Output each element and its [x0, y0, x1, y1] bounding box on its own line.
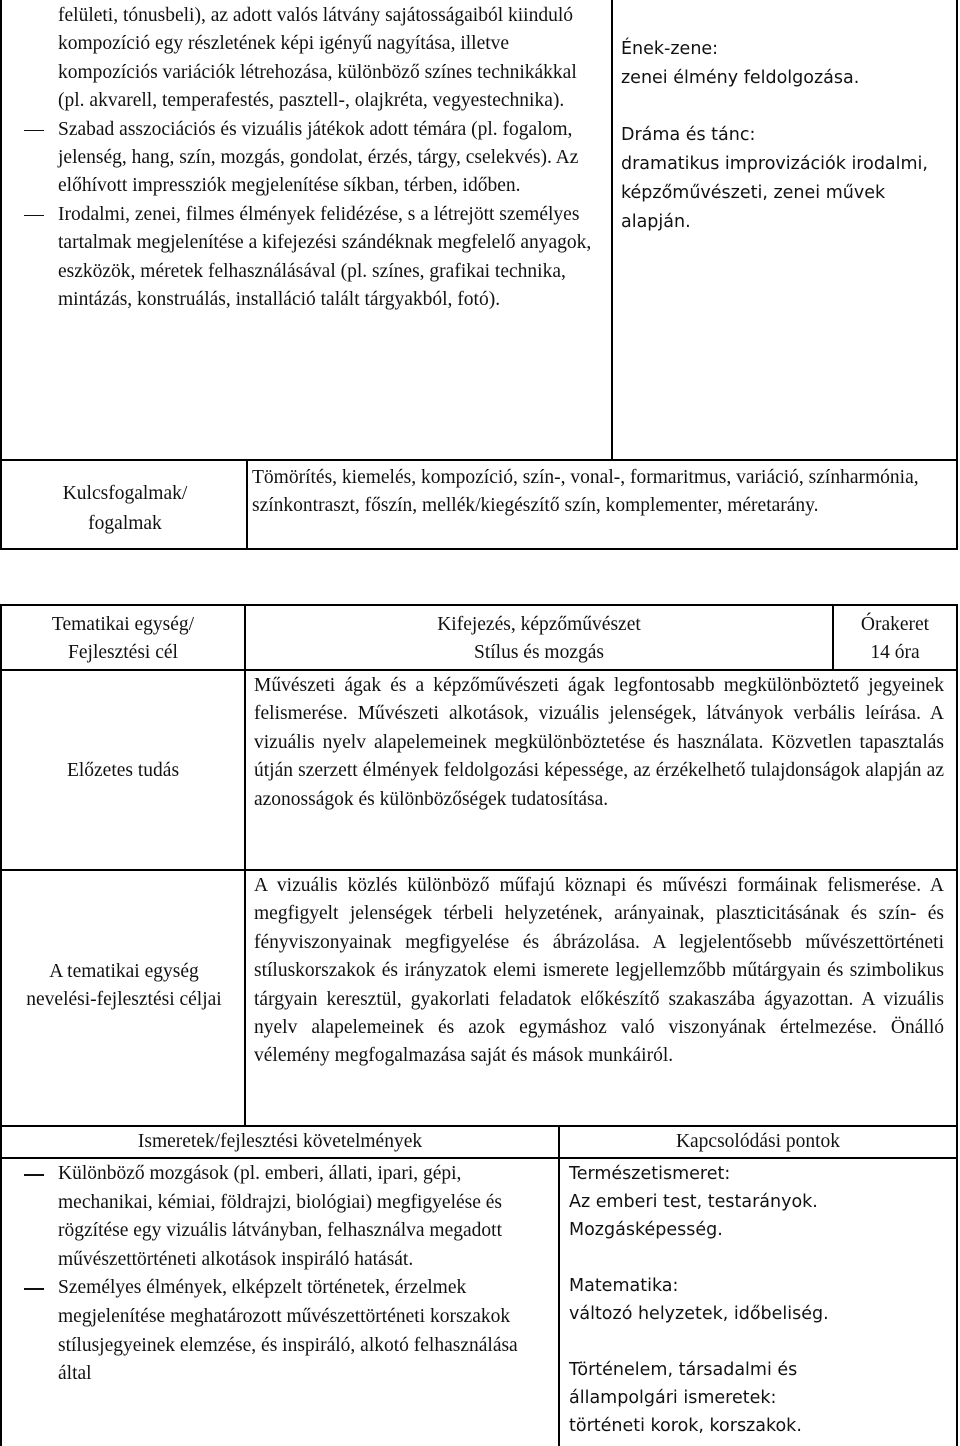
link-block	[569, 1160, 949, 1244]
requirements-cell	[18, 2, 608, 314]
paragraph-text: felületi, tónusbeli), az adott valós látvány sajátosságaiból kiinduló kompozíció egy részletének képi igényű nagyítása, illetve kompozíciós variációk létrehozása, különböző színes technikákkal (pl. akvarell, temperafestés, pasztell-, olajkréta, vegyestechnika).	[58, 5, 577, 112]
link-title: Történelem, társadalmi és állampolgári ismeretek:	[569, 1360, 798, 1408]
hours-label: Órakeret	[860, 614, 930, 635]
list-item	[18, 201, 608, 315]
border	[246, 460, 248, 550]
link-text: változó helyzetek, időbeliség.	[569, 1304, 829, 1324]
dash-bullet-icon	[24, 215, 44, 217]
link-block	[569, 1272, 949, 1328]
goals-label-text: A tematikai egység nevelési-fejlesztési céljai	[26, 961, 222, 1011]
requirements-header-text: Ismeretek/fejlesztési követelmények	[137, 1131, 423, 1152]
goals-text	[254, 872, 944, 1071]
link-block	[621, 121, 953, 237]
link-block	[621, 35, 953, 93]
border	[244, 604, 246, 1126]
link-title: Dráma és tánc:	[621, 125, 756, 145]
continued-paragraph	[18, 2, 608, 116]
border	[956, 0, 958, 550]
unit-label	[10, 611, 236, 668]
keywords-label	[30, 479, 220, 539]
dash-bullet-icon	[24, 130, 44, 132]
list-item-text: Személyes élmények, elképzelt történetek, érzelmek megjelenítése meghatározott művészettörténeti korszakok stílusjegyeinek elemzése, és inspiráló, alkotó felhasználása által	[58, 1277, 518, 1385]
link-block	[569, 1356, 949, 1440]
prior-text	[254, 672, 944, 814]
dash-bullet-icon	[24, 1174, 44, 1176]
requirements-cell	[18, 1160, 548, 1389]
link-title: Természetismeret:	[569, 1164, 731, 1184]
list-item-text: Különböző mozgások (pl. emberi, állati, ipari, gépi, mechanikai, kémiai, földrajzi, biológiai) megfigyelése és rögzítése egy vizuális látványban, felhasználva megadott művészettörténeti alkotások inspiráló hatását.	[58, 1163, 503, 1270]
link-text: dramatikus improvizációk irodalmi, képzőművészeti, zenei művek alapján.	[621, 154, 928, 232]
links-cell	[569, 1160, 949, 1440]
hours-cell	[834, 611, 956, 668]
links-header-text: Kapcsolódási pontok	[675, 1131, 841, 1152]
links-header	[560, 1128, 956, 1156]
keywords-text	[252, 464, 954, 520]
list-item	[18, 1274, 548, 1388]
border	[558, 1126, 560, 1446]
border	[0, 604, 958, 606]
prior-value: Művészeti ágak és a képzőművészeti ágak legfontosabb megkülönböztető jegyeinek felismerése. Művészeti alkotások, vizuális jelenségek, látványok verbális leírása. A vizuális nyelv alapelemeinek megkülönböztetése és használata. Közvetlen tapasztalás útján szerzett élmények feldolgozási képessége, az érzékelhető tulajdonságok alapján az azonosságok és különbözőségek tudatosítása.	[254, 675, 944, 810]
link-title: Ének-zene:	[621, 39, 719, 59]
border	[611, 0, 613, 460]
border	[956, 604, 958, 1446]
hours-value: 14 óra	[870, 642, 920, 664]
unit-label-text: Tematikai egység/ Fejlesztési cél	[51, 614, 195, 664]
list-item-text: Irodalmi, zenei, filmes élmények felidézése, s a létrejött személyes tartalmak megjelenítése a kifejezési szándéknak megfelelő anyagok, eszközök, méretek felhasználásával (pl. színes, grafikai technika, mintázás, konstruálás, installáció talált tárgyakból, fotó).	[58, 203, 592, 311]
link-text: Az emberi test, testarányok. Mozgásképesség.	[569, 1192, 818, 1240]
link-text: zenei élmény feldolgozása.	[621, 68, 860, 88]
link-title: Matematika:	[569, 1276, 679, 1296]
dash-bullet-icon	[24, 1288, 44, 1290]
border	[0, 1125, 958, 1127]
keywords-label-text: Kulcsfogalmak/ fogalmak	[62, 483, 188, 534]
link-text: történeti korok, korszakok.	[569, 1416, 802, 1436]
border	[0, 548, 958, 550]
requirements-header	[2, 1128, 558, 1156]
border	[0, 0, 2, 550]
list-item-text: Szabad asszociációs és vizuális játékok adott témára (pl. fogalom, jelenség, hang, szín, mozgás, gondolat, érzés, tárgy, cselekvés). Az előhívott impressziók megjelenítése síkban, térben, időben.	[58, 118, 579, 197]
links-cell	[621, 35, 953, 237]
border	[0, 669, 958, 671]
list-item	[18, 1160, 548, 1274]
border	[0, 1157, 958, 1159]
goals-label	[14, 958, 234, 1015]
list-item	[18, 116, 608, 201]
border	[0, 869, 958, 871]
prior-label	[10, 757, 236, 785]
prior-label-text: Előzetes tudás	[66, 760, 180, 781]
goals-value: A vizuális közlés különböző műfajú köznapi és művészi formáinak felismerése. A megfigyelt jelenségek térbeli helyzetének, arányainak, plaszticitásának és szín- és fényviszonyainak megfigyelése és ábrázolása. A legjelentősebb művészettörténeti stíluskorszakok és irányzatok elemi ismerete legjellemzőbb műtárgyain és szimbolikus tárgyain keresztül, gyakorlati feladatok előkészítő szakaszába ágyazottan. A vizuális nyelv alapelemeinek és azok egymáshoz való viszonyának értelmezése. Önálló vélemény megfogalmazása saját és mások munkáiról.	[254, 875, 944, 1067]
border	[0, 459, 958, 461]
border	[0, 604, 2, 1446]
unit-title-line-1: Kifejezés, képzőművészet	[437, 614, 641, 635]
unit-title	[246, 611, 832, 668]
unit-title-line-2: Stílus és mozgás	[474, 642, 604, 664]
keywords-value: Tömörítés, kiemelés, kompozíció, szín-, vonal-, formaritmus, variáció, színharmónia, színkontraszt, főszín, mellék/kiegészítő szín, komplementer, méretarány.	[252, 467, 919, 516]
